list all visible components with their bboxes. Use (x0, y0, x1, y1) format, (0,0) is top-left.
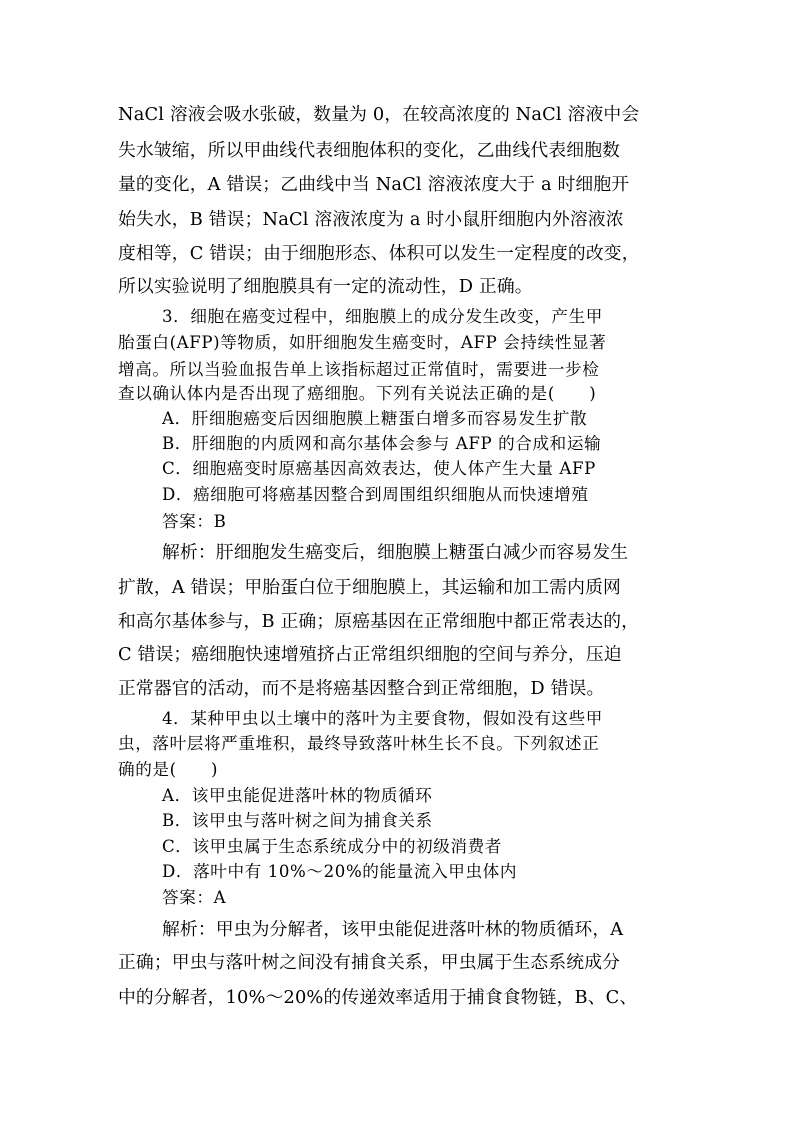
question-3-stem: 胎蛋白(AFP)等物质，如肝细胞发生癌变时，AFP 会持续性显著 (118, 333, 607, 352)
analysis-line: 度相等，C 错误；由于细胞形态、体积可以发生一定程度的改变， (118, 243, 640, 264)
question-4-stem: 虫，落叶层将严重堆积，最终导致落叶林生长不良。下列叙述正 (118, 734, 600, 753)
analysis-line: 量的变化，A 错误；乙曲线中当 NaCl 溶液浓度大于 a 时细胞开 (118, 174, 630, 195)
question-3-option-d: D．癌细胞可将癌基因整合到周围组织细胞从而快速增殖 (162, 485, 589, 504)
analysis-line: 失水皱缩，所以甲曲线代表细胞体积的变化，乙曲线代表细胞数 (118, 140, 621, 161)
question-3-analysis: 解析：肝细胞发生癌变后，细胞膜上糖蛋白减少而容易发生 (162, 542, 629, 563)
question-3-option-b: B．肝细胞的内质网和高尔基体会参与 AFP 的合成和运输 (162, 434, 602, 453)
question-4-analysis: 解析：甲虫为分解者，该甲虫能促进落叶林的物质循环，A (162, 919, 624, 940)
question-4-analysis: 中的分解者，10%～20%的传递效率适用于捕食食物链，B、C、 (118, 987, 638, 1008)
question-3-option-c: C．细胞癌变时原癌基因高效表达，使人体产生大量 AFP (162, 459, 596, 478)
question-4-option-d: D．落叶中有 10%～20%的能量流入甲虫体内 (162, 862, 518, 881)
question-4-analysis: 正确；甲虫与落叶树之间没有捕食关系，甲虫属于生态系统成分 (118, 952, 621, 973)
question-3-answer: 答案：B (162, 512, 227, 531)
question-4-answer: 答案：A (162, 888, 227, 907)
question-3-analysis: 和高尔基体参与，B 正确；原癌基因在正常细胞中都正常表达的， (118, 611, 640, 632)
question-4-option-c: C．该甲虫属于生态系统成分中的初级消费者 (162, 837, 502, 856)
question-4-option-a: A．该甲虫能促进落叶林的物质循环 (162, 786, 433, 805)
question-4-option-b: B．该甲虫与落叶树之间为捕食关系 (162, 811, 433, 830)
question-3-option-a: A．肝细胞癌变后因细胞膜上糖蛋白增多而容易发生扩散 (162, 409, 588, 428)
question-3-analysis: 正常器官的活动，而不是将癌基因整合到正常细胞，D 错误。 (118, 678, 605, 699)
question-3-analysis: C 错误；癌细胞快速增殖挤占正常组织细胞的空间与养分，压迫 (118, 644, 622, 665)
analysis-line: 所以实验说明了细胞膜具有一定的流动性，D 正确。 (118, 276, 533, 297)
question-3-analysis: 扩散，A 错误；甲胎蛋白位于细胞膜上，其运输和加工需内质网 (118, 577, 621, 598)
question-3-stem: 3．细胞在癌变过程中，细胞膜上的成分发生改变，产生甲 (162, 307, 603, 326)
question-4-stem: 4．某种甲虫以土壤中的落叶为主要食物，假如没有这些甲 (162, 709, 603, 728)
analysis-line: NaCl 溶液会吸水张破，数量为 0，在较高浓度的 NaCl 溶液中会 (118, 104, 640, 125)
question-3-stem: 增高。所以当验血报告单上该指标超过正常值时，需要进一步检 (118, 360, 600, 379)
question-3-stem: 查以确认体内是否出现了癌细胞。下列有关说法正确的是( ) (118, 384, 597, 403)
analysis-line: 始失水，B 错误；NaCl 溶液浓度为 a 时小鼠肝细胞内外溶液浓 (118, 209, 624, 230)
question-4-stem: 确的是( ) (118, 760, 219, 779)
